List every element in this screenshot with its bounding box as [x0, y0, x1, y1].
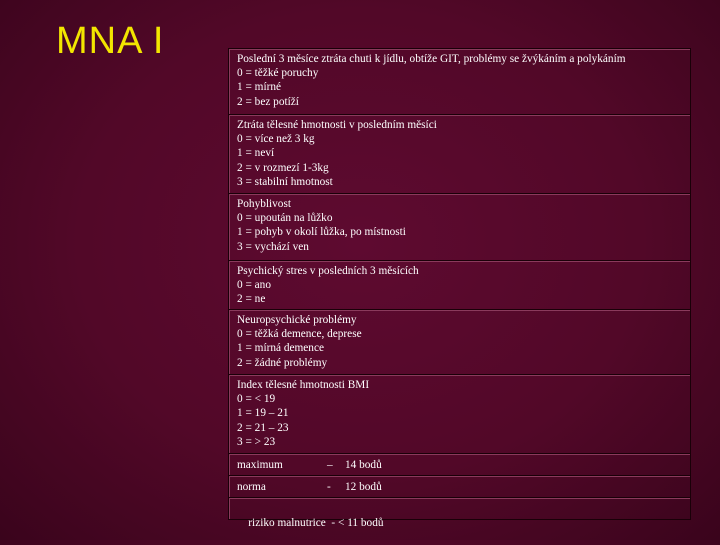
- row-option: 1 = 19 – 21: [237, 407, 289, 420]
- row-heading: Psychický stres v posledních 3 měsících: [237, 265, 419, 277]
- row-option: 2 = žádné problémy: [237, 356, 328, 369]
- row-option: 1 = mírné: [237, 81, 282, 94]
- row-option: 0 = upoután na lůžko: [237, 212, 333, 225]
- table-row-stress: [229, 261, 691, 310]
- table-row-bmi: [229, 375, 691, 454]
- row-option: 0 = těžké poruchy: [237, 67, 319, 80]
- row-option: 0 = ano: [237, 279, 271, 292]
- slide-title: MNA I: [56, 20, 165, 62]
- row-option: 1 = neví: [237, 147, 275, 160]
- row-heading: Ztráta tělesné hmotnosti v posledním měsíci: [237, 119, 437, 131]
- table-row-mobility: [229, 194, 691, 261]
- row-option: 2 = 21 – 23: [237, 421, 289, 434]
- row-option: 3 = stabilní hmotnost: [237, 175, 333, 188]
- row-heading: Pohyblivost: [237, 198, 291, 210]
- norma-dash: -: [327, 481, 331, 493]
- row-heading: Neuropsychické problémy: [237, 314, 357, 326]
- maximum-dash: –: [327, 459, 333, 471]
- row-option: 3 = > 23: [237, 435, 276, 448]
- riziko-text: riziko malnutrice - < 11 bodů: [248, 517, 384, 530]
- table-row-neuropsych: [229, 310, 691, 375]
- table-row-riziko: [229, 498, 691, 530]
- row-heading: Poslední 3 měsíce ztráta chuti k jídlu, obtíže GIT, problémy se žvýkáním a polykáním: [237, 53, 626, 65]
- table-row-maximum: [229, 454, 691, 476]
- row-option: 0 = více než 3 kg: [237, 133, 315, 146]
- row-option: 1 = pohyb v okolí lůžka, po místnosti: [237, 226, 406, 239]
- row-option: 2 = v rozmezí 1-3kg: [237, 161, 329, 174]
- row-option: 0 = těžká demence, deprese: [237, 328, 362, 341]
- norma-value: 12 bodů: [345, 481, 382, 493]
- table-row-weight-loss: [229, 115, 691, 194]
- table-row-norma: [229, 476, 691, 498]
- norma-label: norma: [237, 481, 266, 493]
- mna-table: [228, 48, 691, 530]
- row-option: 2 = ne: [237, 293, 266, 306]
- row-heading: Index tělesné hmotnosti BMI: [237, 379, 370, 391]
- row-option: 3 = vychází ven: [237, 240, 309, 253]
- maximum-value: 14 bodů: [345, 459, 382, 471]
- row-option: 1 = mírná demence: [237, 342, 324, 355]
- row-option: 0 = < 19: [237, 393, 276, 406]
- maximum-label: maximum: [237, 459, 283, 471]
- row-option: 2 = bez potíží: [237, 95, 299, 108]
- table-row-appetite: [229, 49, 691, 115]
